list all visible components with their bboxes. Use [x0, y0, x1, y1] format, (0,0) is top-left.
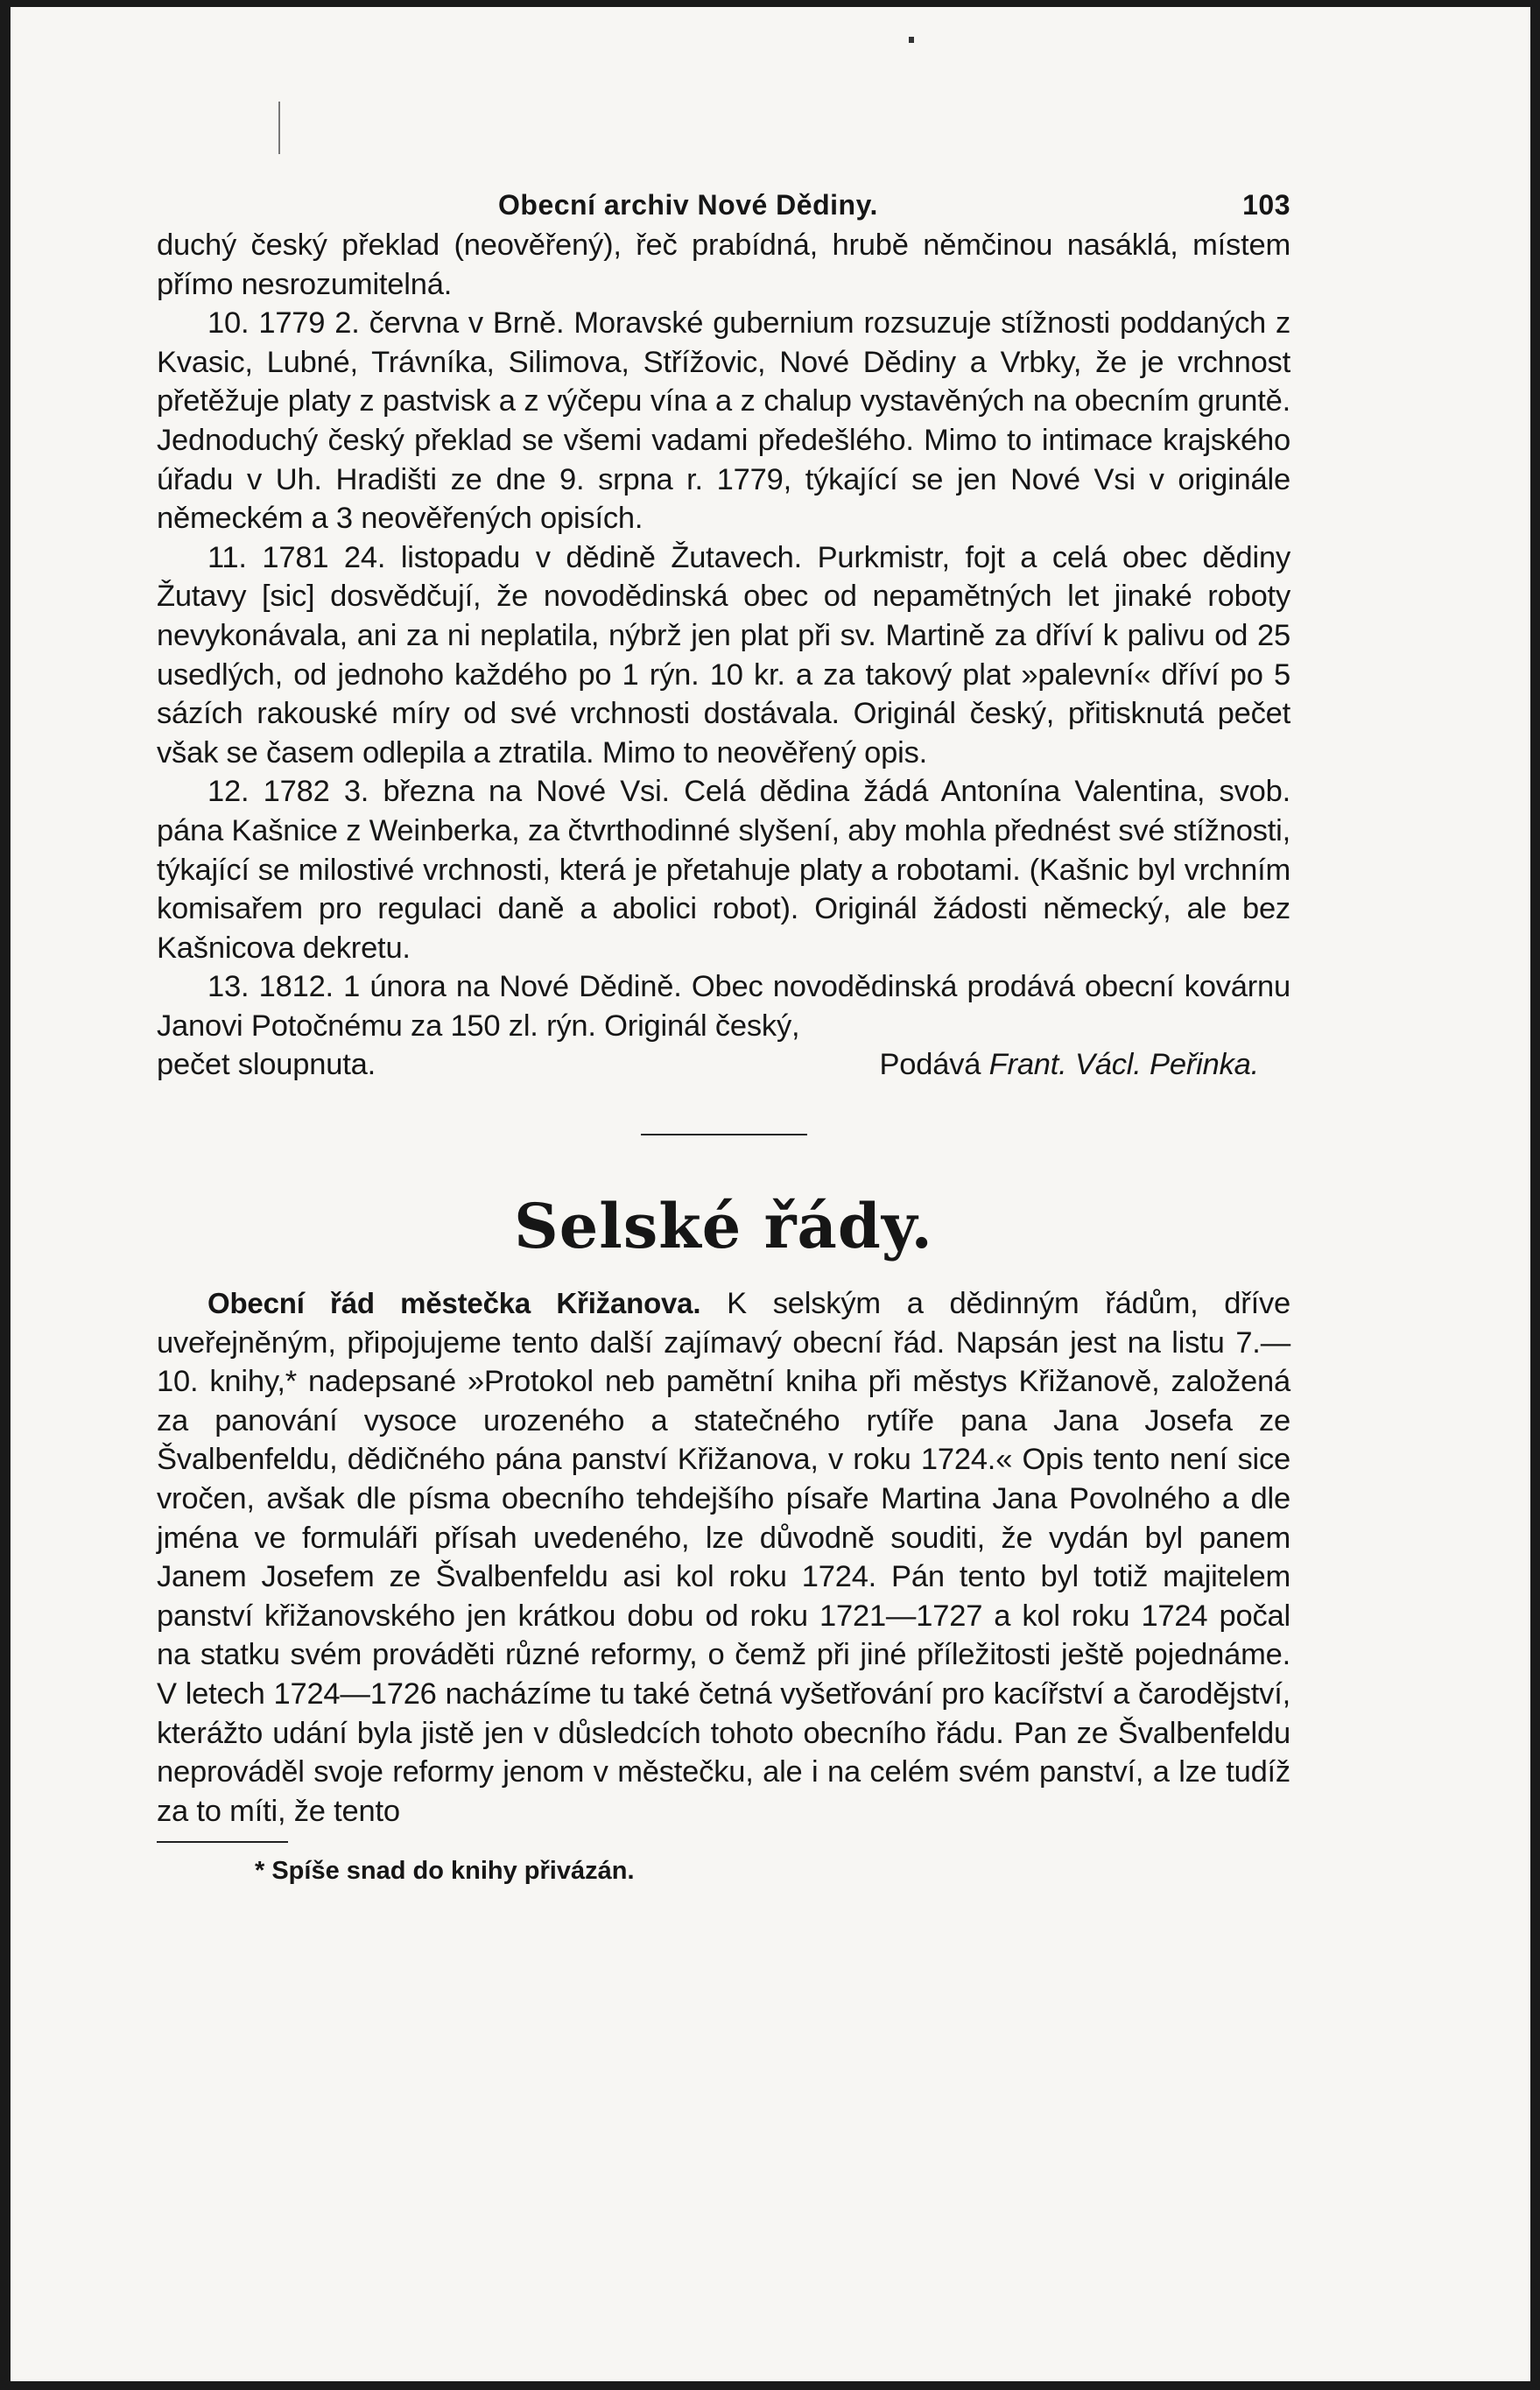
footnote-rule	[157, 1841, 288, 1843]
scanned-page	[11, 7, 1530, 2381]
signature	[879, 1045, 1290, 1085]
page-content	[157, 180, 1290, 1888]
entry-13: 13. 1812. 1 února na Nové Dědině. Obec novodědinská prodává obecní kovárnu Janovi Potočnému za 150 zl. rýn. Originál český,	[157, 970, 1290, 1043]
section-body	[157, 1284, 1290, 1831]
section-paragraph-text: K selským a dědinným řádům, dříve uveřejněným, připojujeme tento další zajímavý obecní řád. Napsán jest na listu 7.—10. knihy,* nadepsané »Protokol neb pamětní kniha při městys Křižanově, založená za panování vysoce urozeného a statečného rytíře pana Jana Josefa ze Švalbenfeldu, dědičného pána panství Křižanova, v roku 1724.« Opis tento není sice vročen, avšak dle písma obecního tehdejšího písaře Martina Jana Povolného a dle jména ve formuláři přísah uvedeného, lze důvodně souditi, že vydán byl panem Janem Josefem ze Švalbenfeldu asi kol roku 1724. Pán tento byl totiž majitelem panství křižanovského jen krátkou dobu od roku 1721—1727 a kol roku 1724 počal na statku svém prováděti různé reformy, o čemž při jiné příležitosti ještě pojednáme. V letech 1724—1726 nacházíme tu také četná vyšetřování pro kacířství a čarodějství, kterážto udání byla jistě jen v důsledcích tohoto obecního řádu. Pan ze Švalbenfeldu neprováděl svoje reformy jenom v městečku, ale i na celém svém panství, a lze tudíž za to míti, že tento	[157, 1287, 1290, 1828]
section-divider	[641, 1134, 807, 1135]
run-in-heading: Obecní řád městečka Křižanova.	[207, 1287, 701, 1320]
signature-name: Frant. Václ. Peřinka.	[988, 1048, 1259, 1082]
page-number: 103	[1242, 189, 1290, 221]
section-title: Selské řády.	[514, 1190, 933, 1263]
archive-entries	[157, 226, 1290, 1085]
entry-12: 12. 1782 3. března na Nové Vsi. Celá dědina žádá Antonína Valentina, svob. pána Kašnice z Weinberka, za čtvrthodinné slyšení, aby mohla přednést své stížnosti, týkající se milostivé vrchnosti, která je přetahuje platy a robotami. (Kašnic byl vrchním komisařem pro regulaci daně a abolici robot). Originál žádosti německý, ale bez Kašnicova dekretu.	[157, 775, 1290, 965]
entry-10: 10. 1779 2. června v Brně. Moravské gubernium rozsuzuje stížnosti poddaných z Kvasic, Lubné, Trávníka, Silimova, Střížovic, Nové Dědiny a Vrbky, že je vrchnost přetěžuje platy z pastvisk a z výčepu vína a z chalup vystavěných na obecním gruntě. Jednoduchý český překlad se všemi vadami předešlého. Mimo to intimace krajského úřadu v Uh. Hradišti ze dne 9. srpna r. 1779, týkající se jen Nové Vsi v originále německém a 3 neověřených opisích.	[157, 306, 1290, 536]
paragraph-continuation: duchý český překlad (neověřený), řeč prabídná, hrubě němčinou nasáklá, místem přímo nesrozumitelná.	[157, 228, 1290, 301]
scan-artifact-line	[278, 102, 280, 154]
signature-prefix: Podává	[879, 1048, 981, 1082]
entry-13-end: pečet sloupnuta.	[157, 1048, 376, 1082]
scan-artifact-dot	[909, 37, 914, 43]
section-paragraph	[157, 1284, 1290, 1831]
running-title: Obecní archiv Nové Dědiny.	[498, 189, 878, 221]
entry-11: 11. 1781 24. listopadu v dědině Žutavech. Purkmistr, fojt a celá obec dědiny Žutavy [sic] dosvědčují, že novodědinská obec od nepamětných let jinaké roboty nevykonávala, ani za ni neplatila, nýbrž jen plat při sv. Martině za dříví k palivu od 25 usedlých, od jednoho každého po 1 rýn. 10 kr. a za takový plat »palevní« dříví po 5 sázích rakouské míry od své vrchnosti dostávala. Originál český, přitisknutá pečet však se časem odlepila a ztratila. Mimo to neověřený opis.	[157, 540, 1290, 770]
running-head	[157, 180, 1290, 226]
entry-13-signature-line	[157, 1045, 1290, 1085]
footnote: * Spíše snad do knihy přivázán.	[255, 1857, 635, 1886]
